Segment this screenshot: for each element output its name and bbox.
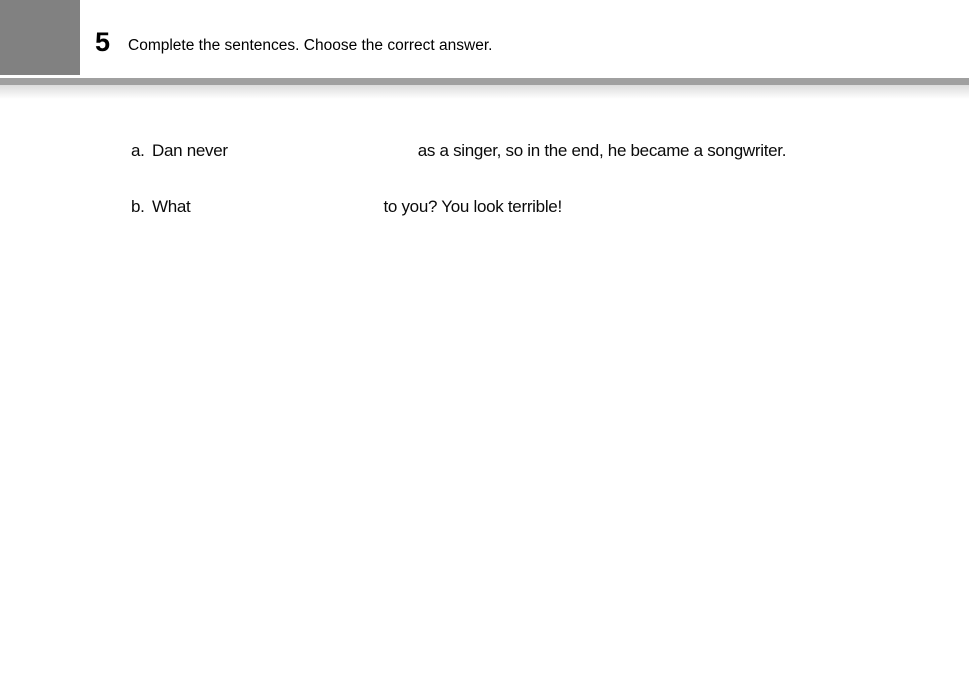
question-a-text-after: as a singer, so in the end, he became a songwriter. [417, 141, 787, 160]
question-letter-b: b. [131, 197, 145, 216]
exercise-instruction: Complete the sentences. Choose the correct answer. [128, 37, 493, 54]
divider-shadow [0, 85, 969, 99]
question-b-text-before: What [152, 197, 191, 216]
question-row-a [131, 141, 786, 161]
question-a-text-before: Dan never [152, 141, 228, 160]
corner-tab [0, 0, 80, 75]
question-b-text-after: to you? You look terrible! [383, 197, 562, 216]
question-letter-a: a. [131, 141, 145, 160]
question-row-b [131, 197, 562, 217]
divider-bar [0, 78, 969, 85]
answer-blank-a[interactable] [228, 141, 418, 161]
exercise-number: 5 [95, 27, 110, 57]
exercise-header [0, 0, 969, 75]
answer-blank-b[interactable] [190, 197, 383, 217]
